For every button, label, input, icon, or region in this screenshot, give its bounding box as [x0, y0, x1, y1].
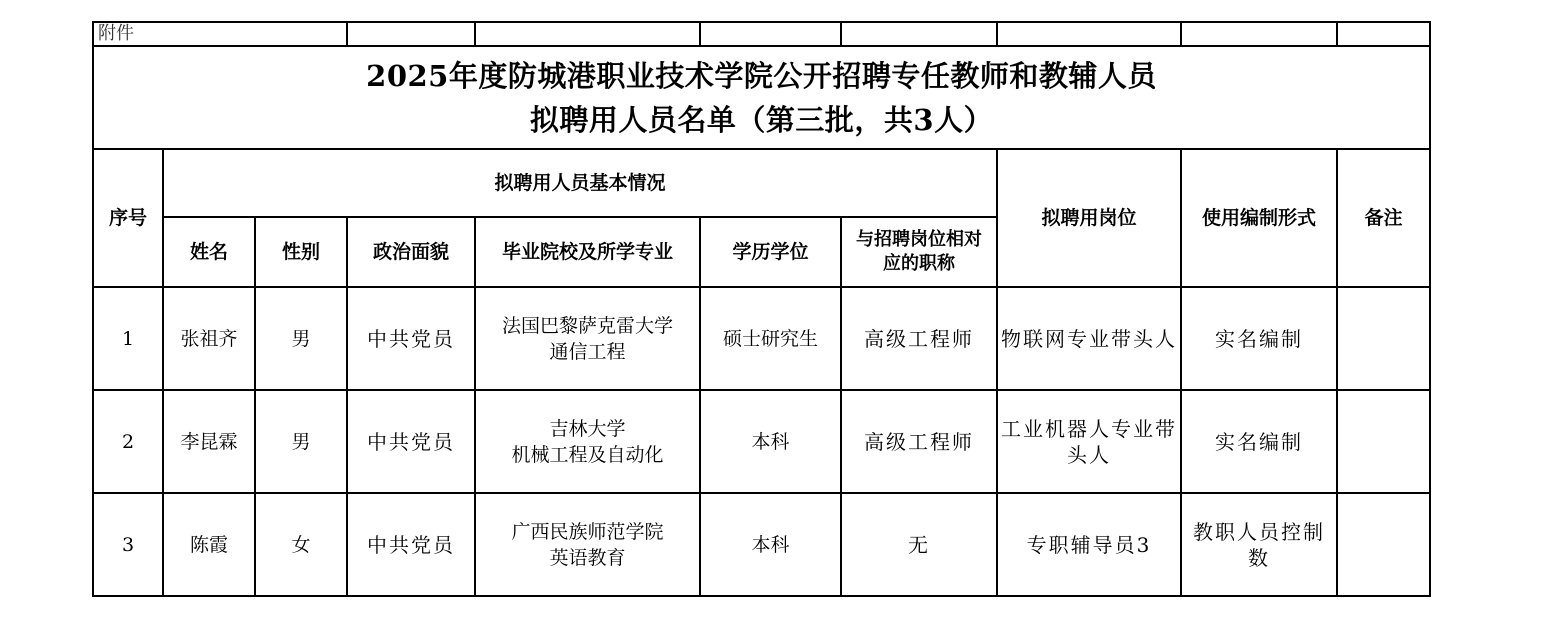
- row-remarks: [1337, 493, 1430, 596]
- row-position: [997, 390, 1181, 493]
- blank-cell: [347, 22, 475, 46]
- blank-cell: [700, 22, 841, 46]
- header-gender: 性别: [255, 217, 347, 287]
- header-title-line-1: 与招聘岗位相对: [856, 229, 982, 250]
- blank-cell: [475, 22, 700, 46]
- annex-label: 附件: [93, 22, 347, 46]
- row-name: 李昆霖: [163, 390, 255, 493]
- table-row: [93, 493, 1430, 596]
- row-seq: 3: [93, 493, 163, 596]
- row-position: [997, 287, 1181, 390]
- document-title: [93, 46, 1430, 149]
- title-line-2: 拟聘用人员名单（第三批，共3人）: [529, 102, 994, 137]
- row-name: 陈霞: [163, 493, 255, 596]
- row-staffing-line-1: 实名编制: [1215, 429, 1303, 454]
- row-position-line-1: 专职辅导员3: [1026, 532, 1152, 557]
- header-staffing: 使用编制形式: [1181, 149, 1337, 287]
- row-gender: 女: [255, 493, 347, 596]
- row-political: 中共党员: [347, 287, 475, 390]
- blank-cell: [997, 22, 1181, 46]
- header-degree: 学历学位: [700, 217, 841, 287]
- row-seq: 1: [93, 287, 163, 390]
- row-major: 通信工程: [549, 340, 626, 363]
- row-title: 高级工程师: [841, 390, 997, 493]
- row-degree: 硕士研究生: [700, 287, 841, 390]
- row-title: 无: [841, 493, 997, 596]
- row-staffing-line-1: 实名编制: [1215, 326, 1303, 351]
- table-row: [93, 390, 1430, 493]
- recruitment-table: [92, 21, 1431, 597]
- row-position-line-1: 工业机器人专业带: [1001, 416, 1177, 441]
- header-school-major: 毕业院校及所学专业: [475, 217, 700, 287]
- table-row: [93, 287, 1430, 390]
- blank-cell: [1337, 22, 1430, 46]
- blank-cell: [841, 22, 997, 46]
- row-remarks: [1337, 390, 1430, 493]
- header-row-1: [93, 149, 1430, 217]
- header-remarks: 备注: [1337, 149, 1430, 287]
- row-seq: 2: [93, 390, 163, 493]
- row-name: 张祖齐: [163, 287, 255, 390]
- row-degree: 本科: [700, 390, 841, 493]
- row-position-line-1: 物联网专业带头人: [1001, 326, 1177, 351]
- annex-row: [93, 22, 1430, 46]
- header-title-line-2: 应的职称: [883, 253, 955, 274]
- row-staffing-line-2: 数: [1248, 545, 1270, 570]
- title-row: [93, 46, 1430, 149]
- row-major: 英语教育: [549, 546, 626, 569]
- header-political: 政治面貌: [347, 217, 475, 287]
- row-position: [997, 493, 1181, 596]
- header-title: [841, 217, 997, 287]
- row-position-line-2: 头人: [1067, 442, 1111, 467]
- row-title: 高级工程师: [841, 287, 997, 390]
- row-remarks: [1337, 287, 1430, 390]
- row-gender: 男: [255, 390, 347, 493]
- row-school: 法国巴黎萨克雷大学: [501, 314, 673, 337]
- row-staffing: [1181, 390, 1337, 493]
- row-school: 吉林大学: [549, 417, 626, 440]
- blank-cell: [1181, 22, 1337, 46]
- row-major: 机械工程及自动化: [511, 443, 664, 466]
- row-gender: 男: [255, 287, 347, 390]
- row-staffing: [1181, 493, 1337, 596]
- row-political: 中共党员: [347, 493, 475, 596]
- row-school-major: [475, 493, 700, 596]
- row-staffing-line-1: 教职人员控制: [1193, 519, 1325, 544]
- row-staffing: [1181, 287, 1337, 390]
- row-political: 中共党员: [347, 390, 475, 493]
- header-position: 拟聘用岗位: [997, 149, 1181, 287]
- row-degree: 本科: [700, 493, 841, 596]
- row-school: 广西民族师范学院: [511, 520, 664, 543]
- row-school-major: [475, 390, 700, 493]
- header-name: 姓名: [163, 217, 255, 287]
- row-school-major: [475, 287, 700, 390]
- header-seq: 序号: [93, 149, 163, 287]
- title-line-1: 2025年度防城港职业技术学院公开招聘专任教师和教辅人员: [366, 58, 1157, 93]
- header-basic-info: 拟聘用人员基本情况: [163, 149, 997, 217]
